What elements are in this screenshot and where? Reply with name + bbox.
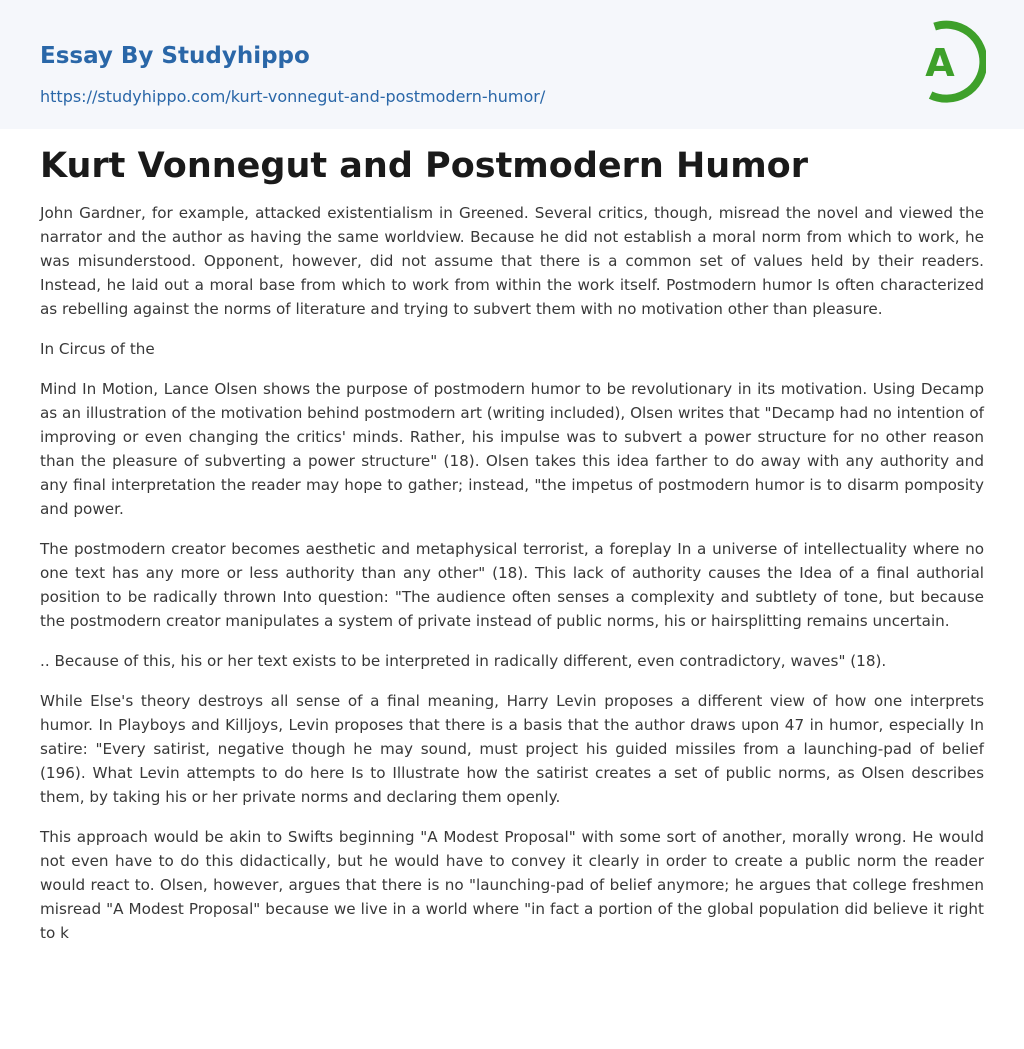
paragraph: John Gardner, for example, attacked existentialism in Greened. Several critics, though, misread the novel and viewed the narrator and the author as having the same worldview. Because he did not establish a moral norm from which to work, he was misunderstood. Opponent, however, did not assume that there is a common set of values held by their readers. Instead, he laid out a moral base from which to work from within the work itself. Postmodern humor Is often characterized as rebelling against the norms of literature and trying to subvert them with no motivation other than pleasure.: [40, 204, 984, 318]
paragraph: The postmodern creator becomes aesthetic and metaphysical terrorist, a foreplay In a universe of intellectuality where no one text has any more or less authority than any other" (18). This lack of authority causes the Idea of a final authorial position to be radically thrown Into question: "The audience often senses a complexity and subtlety of tone, but because the postmodern creator manipulates a system of private instead of public norms, his or hairsplitting remains uncertain.: [40, 540, 984, 630]
paragraph: This approach would be akin to Swifts beginning "A Modest Proposal" with some sort of another, morally wrong. He would not even have to do this didactically, but he would have to convey it clearly in order to create a public norm the reader would react to. Olsen, however, argues that there is no "launching-pad of belief anymore; he argues that college freshmen misread "A Modest Proposal" because we live in a world where "in fact a portion of the global population did believe it right to k: [40, 828, 984, 942]
brand-title: Essay By Studyhippo: [40, 43, 310, 69]
essay-body: [40, 201, 984, 961]
paragraph: Mind In Motion, Lance Olsen shows the purpose of postmodern humor to be revolutionary in its motivation. Using Decamp as an illustration of the motivation behind postmodern art (writing included), Olsen writes that "Decamp had no intention of improving or even changing the critics' minds. Rather, his impulse was to subvert a power structure for no other reason than the pleasure of subverting a power structure" (18). Olsen takes this idea farther to do away with any authority and any final interpretation the reader may hope to gather; instead, "the impetus of postmodern humor is to disarm pomposity and power.: [40, 380, 984, 518]
studyhippo-logo-icon[interactable]: [912, 20, 986, 106]
logo-letter: A: [925, 41, 955, 85]
paragraph: .. Because of this, his or her text exists to be interpreted in radically different, even contradictory, waves" (18).: [40, 652, 887, 670]
essay-url-link[interactable]: https://studyhippo.com/kurt-vonnegut-and-postmodern-humor/: [40, 87, 546, 106]
paragraph: In Circus of the: [40, 340, 155, 358]
paragraph: While Else's theory destroys all sense of a final meaning, Harry Levin proposes a different view of how one interprets humor. In Playboys and Killjoys, Levin proposes that there is a basis that the author draws upon 47 in humor, especially In satire: "Every satirist, negative though he may sound, must project his guided missiles from a launching-pad of belief (196). What Levin attempts to do here Is to Illustrate how the satirist creates a set of public norms, as Olsen describes them, by taking his or her private norms and declaring them openly.: [40, 692, 984, 806]
page-title: Kurt Vonnegut and Postmodern Humor: [40, 146, 808, 186]
